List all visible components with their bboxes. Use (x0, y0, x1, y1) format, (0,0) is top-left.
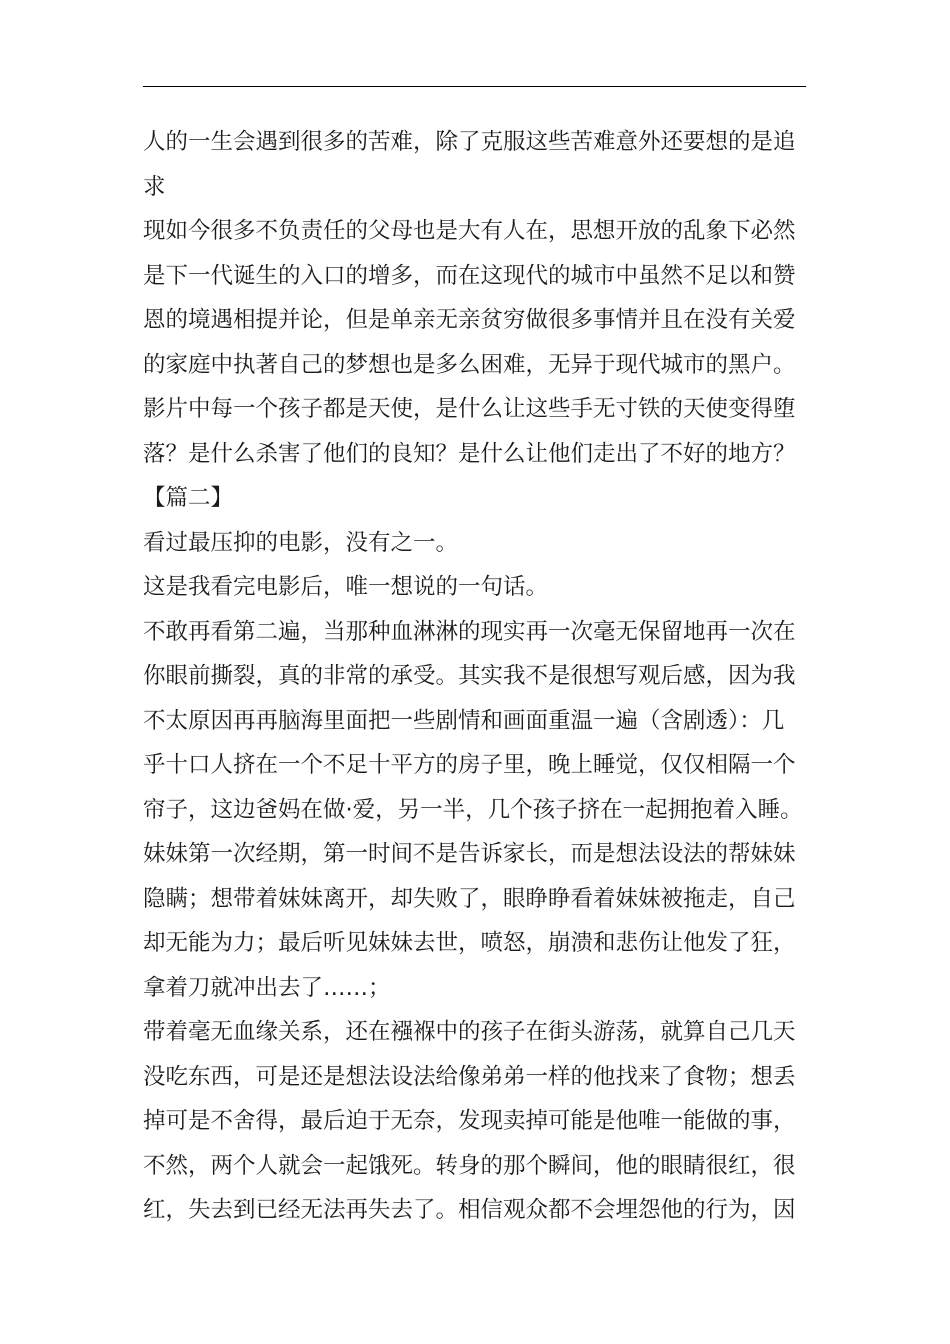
text-line: 是下一代诞生的入口的增多，而在这现代的城市中虽然不足以和赞 (143, 262, 796, 289)
text-line: 落？是什么杀害了他们的良知？是什么让他们走出了不好的地方？ (143, 440, 796, 467)
section-heading: 【篇二】 (143, 485, 234, 511)
text-line: 不太原因再再脑海里面把一些剧情和画面重温一遍（含剧透）：几 (143, 707, 785, 734)
text-line: 求 (143, 173, 166, 200)
text-line: 看过最压抑的电影，没有之一。 (143, 529, 459, 556)
text-line: 乎十口人挤在一个不足十平方的房子里，晚上睡觉，仅仅相隔一个 (143, 752, 796, 778)
text-line: 带着毫无血缘关系，还在襁褓中的孩子在街头游荡，就算自己几天 (143, 1019, 796, 1045)
text-line: 人的一生会遇到很多的苦难，除了克服这些苦难意外还要想的是追 (143, 129, 796, 155)
text-line: 这是我看完电影后，唯一想说的一句话。 (143, 574, 549, 600)
text-line: 没吃东西，可是还是想法设法给像弟弟一样的他找来了食物；想丢 (143, 1063, 796, 1090)
header-rule (143, 86, 806, 87)
text-line: 的家庭中执著自己的梦想也是多么困难，无异于现代城市的黑户。 (143, 351, 796, 378)
text-line: 现如今很多不负责任的父母也是大有人在，思想开放的乱象下必然 (143, 218, 796, 244)
body-text (143, 120, 813, 1233)
text-line: 掉可是不舍得，最后迫于无奈，发现卖掉可能是他唯一能做的事， (143, 1108, 796, 1134)
text-line: 却无能为力；最后听见妹妹去世，喷怒，崩溃和悲伤让他发了狂， (143, 930, 796, 956)
text-line: 你眼前撕裂，真的非常的承受。其实我不是很想写观后感，因为我 (143, 663, 796, 689)
text-line: 拿着刀就冲出去了……； (143, 974, 391, 1001)
text-line: 不然，两个人就会一起饿死。转身的那个瞬间，他的眼睛很红，很 (143, 1152, 796, 1179)
text-line: 隐瞒；想带着妹妹离开，却失败了，眼睁睁看着妹妹被拖走，自己 (143, 885, 796, 912)
text-line: 影片中每一个孩子都是天使，是什么让这些手无寸铁的天使变得堕 (143, 396, 796, 422)
text-line: 不敢再看第二遍，当那种血淋淋的现实再一次毫无保留地再一次在 (143, 618, 796, 645)
text-line: 恩的境遇相提并论，但是单亲无亲贫穷做很多事情并且在没有关爱 (143, 307, 796, 333)
text-line: 妹妹第一次经期，第一时间不是告诉家长，而是想法设法的帮妹妹 (143, 841, 796, 867)
text-line: 红，失去到已经无法再失去了。相信观众都不会埋怨他的行为，因 (143, 1197, 796, 1223)
text-line: 帘子，这边爸妈在做·爱，另一半，几个孩子挤在一起拥抱着入睡。 (143, 796, 803, 823)
